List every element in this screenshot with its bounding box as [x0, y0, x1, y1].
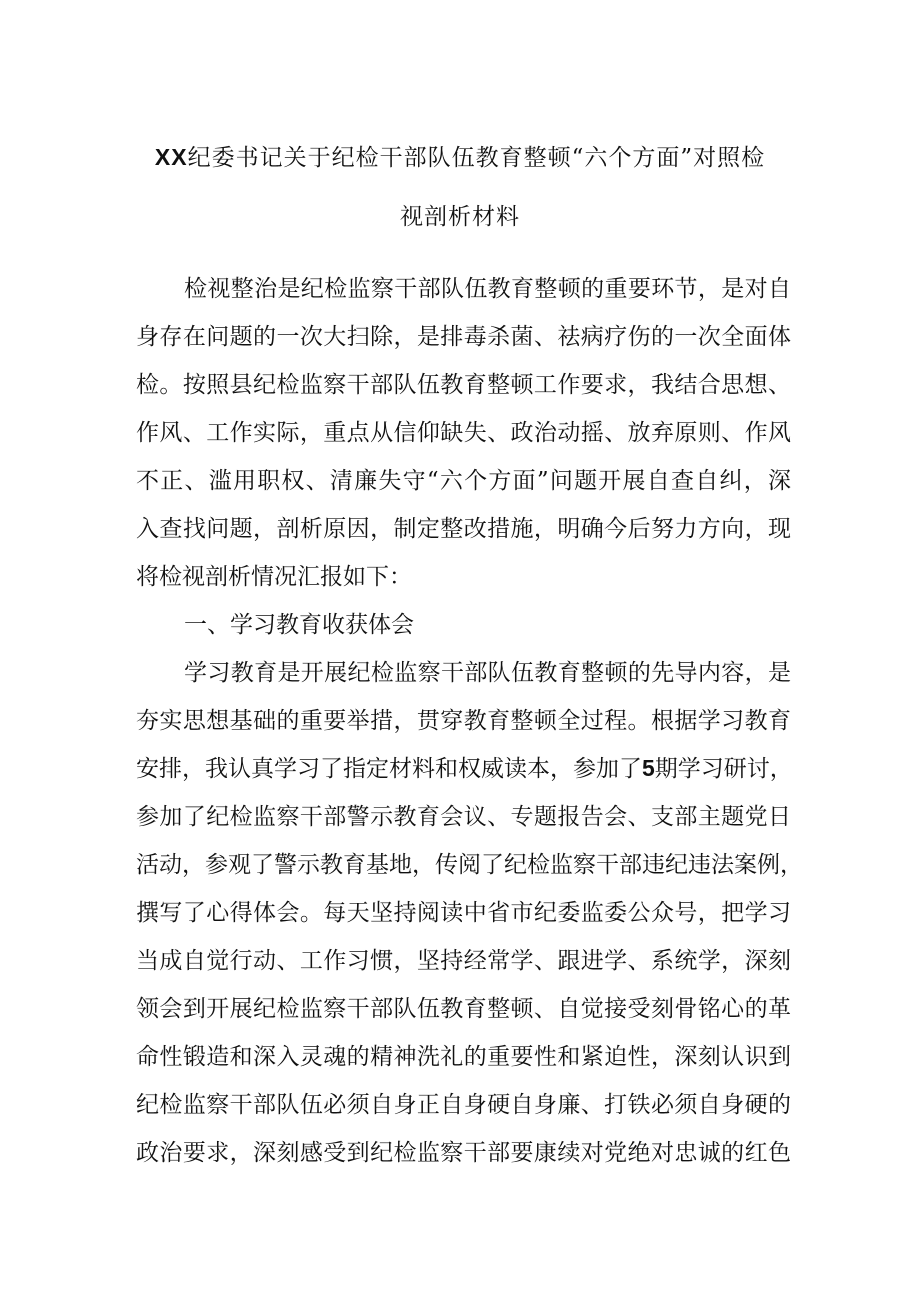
document-title-line-2: 视剖析材料 — [400, 204, 520, 230]
study-session-count: 5 — [642, 755, 655, 781]
intro-paragraph-line: 身存在问题的一次大扫除，是排毒杀菌、祛病疗伤的一次全面体 — [136, 324, 791, 350]
title-prefix: XX — [154, 144, 188, 170]
section-paragraph-line — [136, 750, 791, 783]
intro-paragraph-line: 不正、滥用职权、清廉失守“六个方面”问题开展自查自纠，深 — [136, 468, 791, 494]
section-paragraph-line: 学习教育是开展纪检监察干部队伍教育整顿的先导内容，是 — [184, 660, 791, 686]
section-heading: 一、学习教育收获体会 — [184, 612, 414, 638]
document-title-line-1 — [0, 139, 920, 172]
section-paragraph-line: 当成自觉行动、工作习惯，坚持经常学、跟进学、系统学，深刻 — [136, 948, 791, 974]
line-text-before-number: 安排，我认真学习了指定材料和权威读本，参加了 — [136, 756, 642, 782]
intro-paragraph-line: 检视整治是纪检监察干部队伍教育整顿的重要环节，是对自 — [184, 276, 791, 302]
section-paragraph-line: 命性锻造和深入灵魂的精神洗礼的重要性和紧迫性，深刻认识到 — [136, 1044, 791, 1070]
section-paragraph-line: 领会到开展纪检监察干部队伍教育整顿、自觉接受刻骨铭心的革 — [136, 996, 791, 1022]
section-paragraph-line: 政治要求，深刻感受到纪检监察干部要康续对党绝对忠诚的红色 — [136, 1140, 791, 1166]
intro-paragraph-line: 作风、工作实际，重点从信仰缺失、政治动摇、放弃原则、作风 — [136, 420, 791, 446]
section-paragraph-line: 夯实思想基础的重要举措，贯穿教育整顿全过程。根据学习教育 — [136, 708, 791, 734]
section-paragraph-line: 撰写了心得体会。每天坚持阅读中省市纪委监委公众号，把学习 — [136, 900, 791, 926]
intro-paragraph-line: 将检视剖析情况汇报如下： — [136, 564, 412, 590]
section-paragraph-line: 参加了纪检监察干部警示教育会议、专题报告会、支部主题党日 — [136, 804, 791, 830]
title-line-1-text: 纪委书记关于纪检干部队伍教育整顿“六个方面”对照检 — [187, 145, 766, 171]
intro-paragraph-line: 入查找问题，剖析原因，制定整改措施，明确今后努力方向，现 — [136, 516, 791, 542]
section-paragraph-line: 活动，参观了警示教育基地，传阅了纪检监察干部违纪违法案例， — [136, 852, 803, 878]
intro-paragraph-line: 检。按照县纪检监察干部队伍教育整顿工作要求，我结合思想、 — [136, 372, 791, 398]
line-text-after-number: 期学习研讨， — [654, 756, 793, 782]
section-paragraph-line: 纪检监察干部队伍必须自身正自身硬自身廉、打铁必须自身硬的 — [136, 1092, 791, 1118]
